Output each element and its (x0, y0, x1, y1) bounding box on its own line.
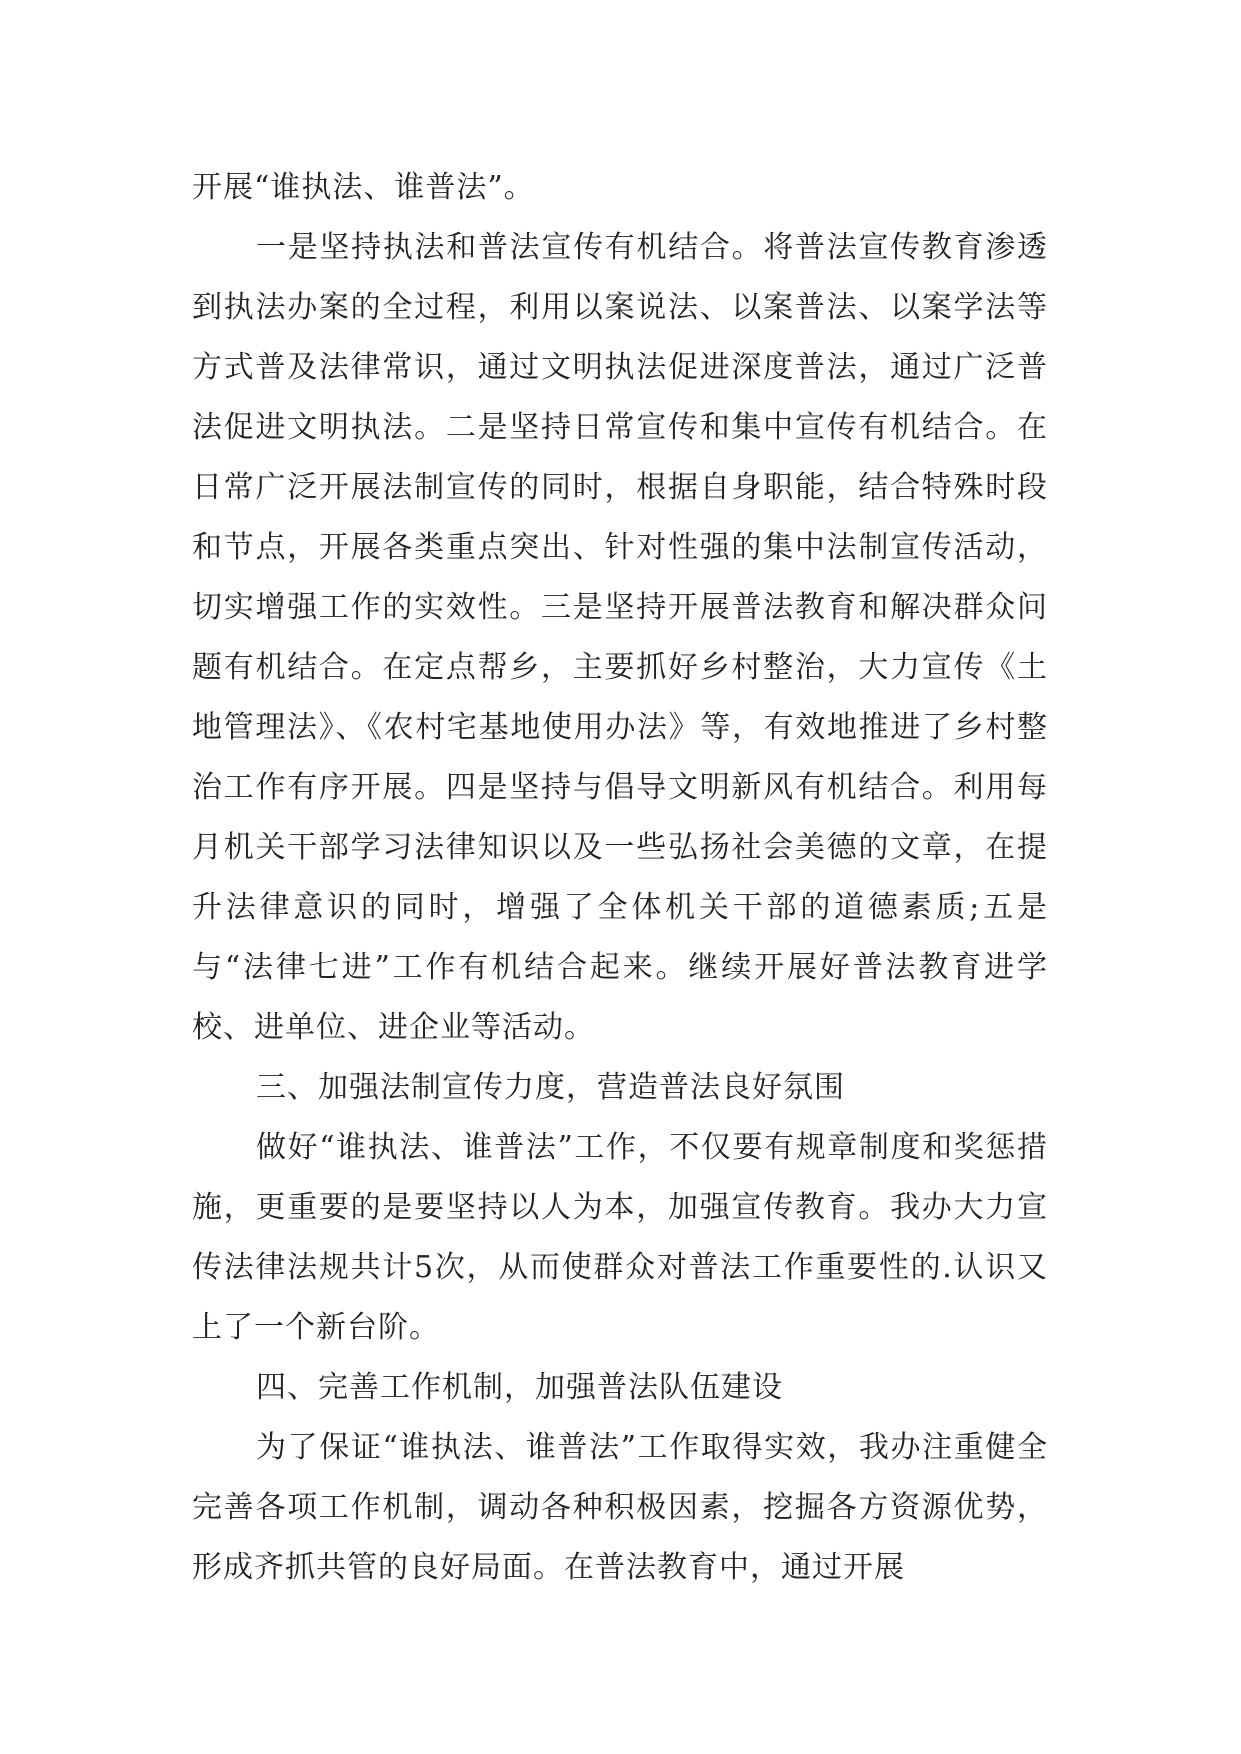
paragraph-continuation: 开展“谁执法、谁普法”。 (192, 170, 535, 205)
section-heading-4: 四、完善工作机制，加强普法队伍建设 (256, 1370, 783, 1405)
paragraph-measures: 一是坚持执法和普法宣传有机结合。将普法宣传教育渗透到执法办案的全过程，利用以案说法、以案普法、以案学法等方式普及法律常识，通过文明执法促进深度普法，通过广泛普法促进文明执法。二是坚持日常宣传和集中宣传有机结合。在日常广泛开展法制宣传的同时，根据自身职能，结合特殊时段和节点，开展各类重点突出、针对性强的集中法制宣传活动，切实增强工作的实效性。三是坚持开展普法教育和解决群众问题有机结合。在定点帮乡，主要抓好乡村整治，大力宣传《土地管理法》、《农村宅基地使用办法》等，有效地推进了乡村整治工作有序开展。四是坚持与倡导文明新风有机结合。利用每月机关干部学习法律知识以及一些弘扬社会美德的文章，在提升法律意识的同时，增强了全体机关干部的道德素质;五是与“法律七进”工作有机结合起来。继续开展好普法教育进学校、进单位、进企业等活动。 (192, 230, 1048, 1045)
paragraph-mechanism: 为了保证“谁执法、谁普法”工作取得实效，我办注重健全完善各项工作机制，调动各种积极因素，挖掘各方资源优势，形成齐抓共管的良好局面。在普法教育中，通过开展 (192, 1430, 1048, 1585)
section-heading-3: 三、加强法制宣传力度，营造普法良好氛围 (256, 1070, 845, 1105)
paragraph-publicity: 做好“谁执法、谁普法”工作，不仅要有规章制度和奖惩措施，更重要的是要坚持以人为本，加强宣传教育。我办大力宣传法律法规共计5次，从而使群众对普法工作重要性的.认识又上了一个新台阶。 (192, 1130, 1048, 1345)
document-body (192, 158, 1048, 1598)
